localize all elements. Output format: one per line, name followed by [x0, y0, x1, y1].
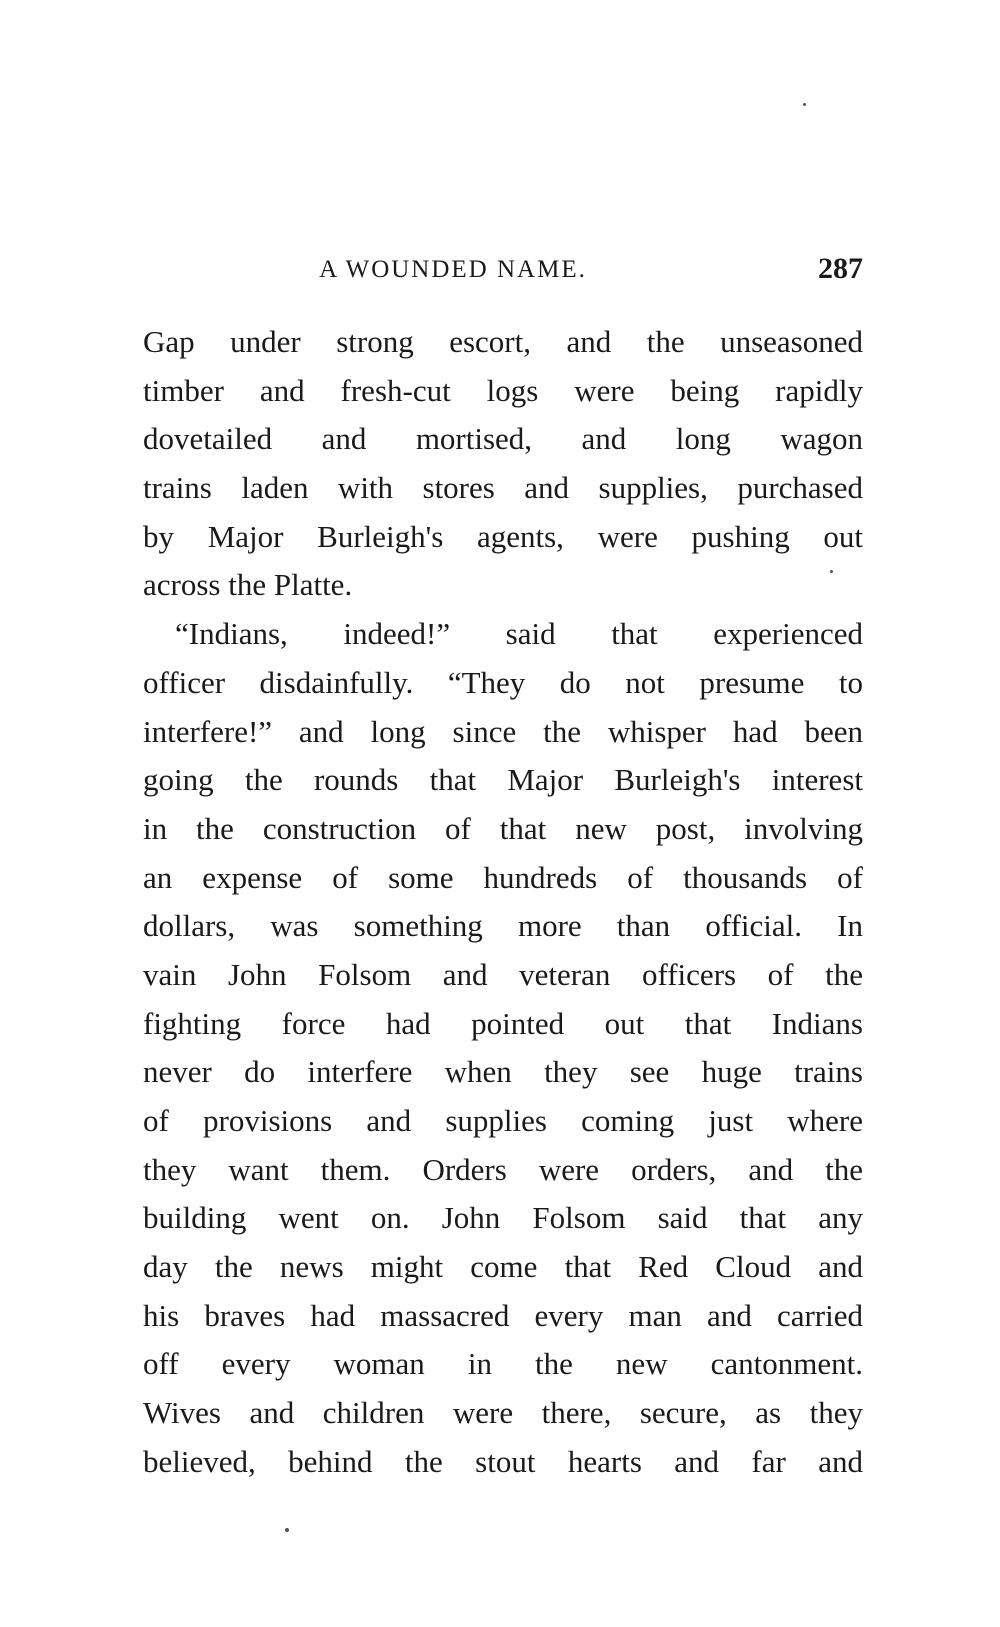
text-line: of provisions and supplies coming just where [143, 1103, 863, 1138]
text-line: Wives and children were there, secure, as they [143, 1395, 863, 1431]
running-title: A WOUNDED NAME. [319, 256, 587, 283]
text-line: off every woman in the new cantonment. [143, 1346, 863, 1382]
text-line: Gap under strong escort, and the unseasoned [143, 324, 863, 359]
text-line: officer disdainfully. “They do not presume to [143, 664, 863, 700]
body-text [143, 318, 863, 1487]
text-line: his braves had massacred every man and carried [143, 1297, 863, 1333]
text-line: going the rounds that Major Burleigh's interest [143, 762, 863, 798]
text-line: believed, behind the stout hearts and far and [143, 1443, 863, 1479]
scan-speck [803, 103, 806, 106]
text-line: trains laden with stores and supplies, purchased [143, 470, 863, 506]
text-line: by Major Burleigh's agents, were pushing out [143, 518, 863, 554]
text-line: dollars, was something more than official. In [143, 908, 863, 944]
text-line: day the news might come that Red Cloud and [143, 1249, 863, 1285]
text-line: “Indians, indeed!” said that experienced [175, 616, 863, 652]
text-line: across the Platte. [143, 567, 353, 603]
scan-speck [830, 570, 833, 573]
text-line: timber and fresh-cut logs were being rapidly [143, 372, 863, 408]
text-line: an expense of some hundreds of thousands of [143, 859, 863, 895]
scan-speck [285, 1528, 289, 1532]
page-number: 287 [818, 252, 863, 285]
text-line: never do interfere when they see huge trains [143, 1054, 863, 1090]
text-line: interfere!” and long since the whisper had been [143, 713, 863, 749]
text-line: building went on. John Folsom said that any [143, 1200, 863, 1236]
text-line: vain John Folsom and veteran officers of the [143, 956, 863, 992]
running-head [143, 252, 863, 292]
text-line: dovetailed and mortised, and long wagon [143, 421, 863, 457]
text-line: they want them. Orders were orders, and the [143, 1151, 863, 1187]
text-line: fighting force had pointed out that Indians [143, 1005, 863, 1041]
text-line: in the construction of that new post, involving [143, 810, 863, 846]
